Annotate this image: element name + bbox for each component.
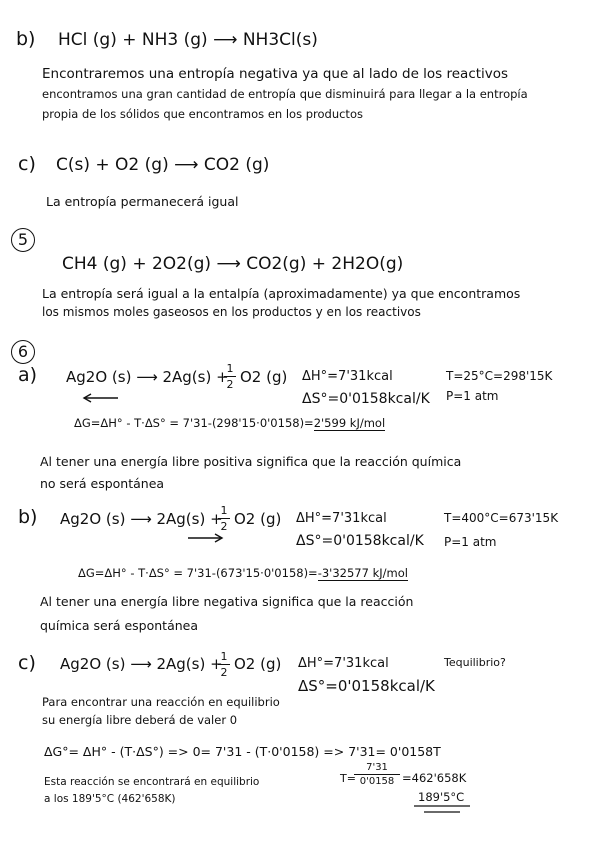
part-a-label: a) xyxy=(18,364,38,386)
problem-5-line-2: los mismos moles gaseosos en los productos y en los reactivos xyxy=(42,305,421,319)
part-a-line-2: no será espontánea xyxy=(40,476,165,491)
part-a-reaction-left: Ag2O (s) ⟶ 2Ag(s) + xyxy=(66,368,229,386)
part-c-line-2: su energía libre deberá de valer 0 xyxy=(42,713,238,727)
part-b-fraction-den: 2 xyxy=(220,520,228,533)
part-a-dS: ΔS°=0'0158kcal/K xyxy=(302,391,430,407)
part-c-line-1: Para encontrar una reacción en equilibrio xyxy=(42,695,280,709)
part-b-fraction-num: 1 xyxy=(220,504,228,517)
part-b-pressure: P=1 atm xyxy=(444,535,497,549)
part-a-fraction-num: 1 xyxy=(226,362,234,375)
part-b-label: b) xyxy=(18,506,38,528)
problem-c-label: c) xyxy=(18,153,36,175)
part-c-fraction-den: 2 xyxy=(220,666,228,679)
part-c-t-value: =462'658K xyxy=(402,771,467,785)
part-c-conclusion-2: a los 189'5°C (462'658K) xyxy=(44,793,176,805)
problem-b-line-1: Encontraremos una entropía negativa ya que al lado de los reactivos xyxy=(42,66,509,82)
part-c-dS: ΔS°=0'0158kcal/K xyxy=(298,677,435,695)
part-c-t-num: 7'31 xyxy=(366,762,388,773)
part-a-temperature: T=25°C=298'15K xyxy=(446,369,553,383)
problem-b-equation: HCl (g) + NH3 (g) ⟶ NH3Cl(s) xyxy=(58,30,318,50)
part-a-pressure: P=1 atm xyxy=(446,389,499,403)
problem-5-equation: CH4 (g) + 2O2(g) ⟶ CO2(g) + 2H2O(g) xyxy=(62,254,404,274)
problem-c-equation: C(s) + O2 (g) ⟶ CO2 (g) xyxy=(56,155,270,175)
part-c-fraction-num: 1 xyxy=(220,650,228,663)
problem-c-line-1: La entropía permanecerá igual xyxy=(46,194,239,209)
part-a-fraction-den: 2 xyxy=(226,378,234,391)
part-b-temperature: T=400°C=673'15K xyxy=(444,511,559,525)
part-c-temperature: Tequilibrio? xyxy=(444,656,506,669)
part-a-reaction-right: O2 (g) xyxy=(240,368,288,386)
problem-6-number: 6 xyxy=(11,340,35,364)
part-b-result: -3'32577 kJ/mol xyxy=(317,566,408,580)
part-c-reaction-left: Ag2O (s) ⟶ 2Ag(s) + xyxy=(60,655,223,673)
part-a-dH: ΔH°=7'31kcal xyxy=(302,369,393,384)
part-c-label: c) xyxy=(18,652,36,674)
part-b-reaction-right: O2 (g) xyxy=(234,510,282,528)
part-c-t-label: T= xyxy=(340,772,356,785)
part-b-dH: ΔH°=7'31kcal xyxy=(296,511,387,526)
problem-5-number: 5 xyxy=(11,228,35,252)
part-a-line-1: Al tener una energía libre positiva significa que la reacción química xyxy=(40,454,462,469)
problem-b-label: b) xyxy=(16,28,36,50)
part-b-reaction-left: Ag2O (s) ⟶ 2Ag(s) + xyxy=(60,510,223,528)
part-b-calc-text: ΔG=ΔH° - T·ΔS° = 7'31-(673'15·0'0158)= xyxy=(78,566,318,580)
part-c-t-celsius: 189'5°C xyxy=(418,790,465,804)
part-a-calc-text: ΔG=ΔH° - T·ΔS° = 7'31-(298'15·0'0158)= xyxy=(74,416,314,430)
problem-5-line-1: La entropía será igual a la entalpía (aproximadamente) ya que encontramos xyxy=(42,286,521,301)
part-b-line-2: química será espontánea xyxy=(40,618,199,633)
problem-b-line-2: encontramos una gran cantidad de entropía que disminuirá para llegar a la entropía xyxy=(42,87,528,101)
part-c-conclusion-1: Esta reacción se encontrará en equilibrio xyxy=(44,776,260,788)
part-b-dS: ΔS°=0'0158kcal/K xyxy=(296,533,424,549)
part-c-reaction-right: O2 (g) xyxy=(234,655,282,673)
part-c-dH: ΔH°=7'31kcal xyxy=(298,656,389,671)
part-c-t-den: 0'0158 xyxy=(359,776,395,787)
part-a-result: 2'599 kJ/mol xyxy=(313,416,386,430)
part-c-calculation: ΔG°= ΔH° - (T·ΔS°) => 0= 7'31 - (T·0'0158) => 7'31= 0'0158T xyxy=(44,744,441,759)
problem-b-line-3: propia de los sólidos que encontramos en los productos xyxy=(42,107,363,121)
part-b-line-1: Al tener una energía libre negativa significa que la reacción xyxy=(40,594,414,609)
